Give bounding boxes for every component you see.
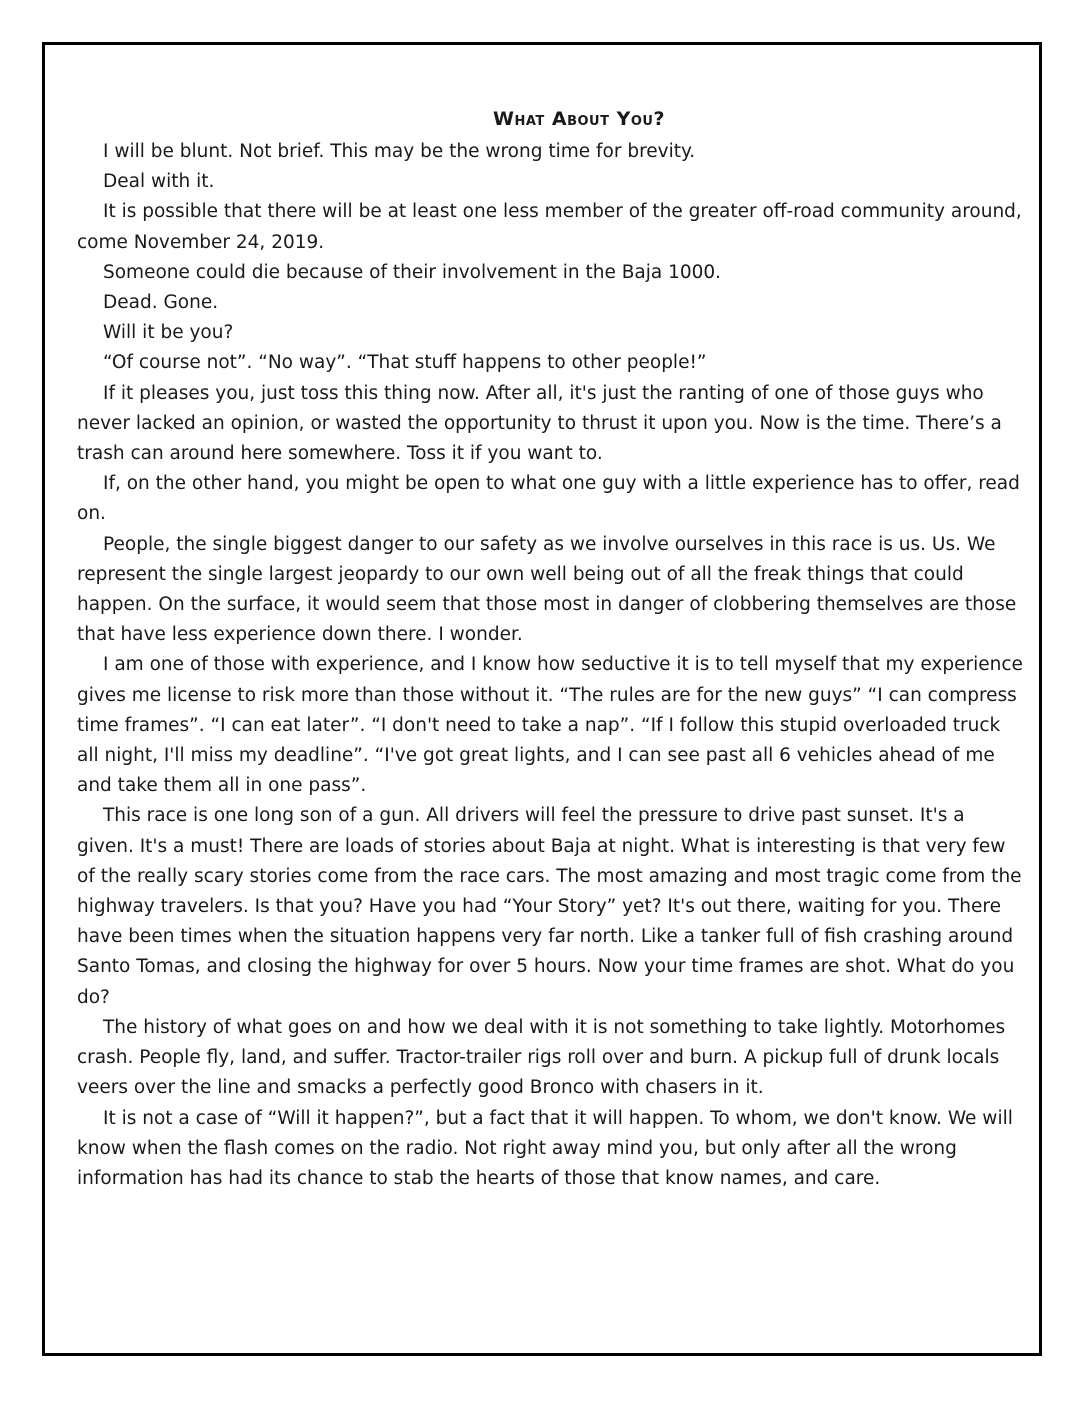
- paragraph: Will it be you?: [103, 322, 234, 344]
- paragraph: It is possible that there will be at least one less member of the greater off-road community around, come November 24, 2019.: [77, 201, 1022, 253]
- paragraph: Someone could die because of their involvement in the Baja 1000.: [103, 261, 722, 283]
- paragraph: If it pleases you, just toss this thing now. After all, it's just the ranting of one of those guys who never lacked an opinion, or wasted the opportunity to thrust it upon you. Now is the time. There’s a trash can around here somewhere. Toss it if you want to.: [77, 382, 1002, 465]
- paragraph: People, the single biggest danger to our safety as we involve ourselves in this race is us. Us. We represent the single largest jeopardy to our own well being out of all the freak things that could happen. On the surface, it would seem that those most in danger of clobbering themselves are those that have less experience down there. I wonder.: [77, 533, 1017, 646]
- document-body: [77, 104, 1027, 1194]
- paragraph: This race is one long son of a gun. All drivers will feel the pressure to drive past sunset. It's a given. It's a must! There are loads of stories about Baja at night. What is interesting is that very few of the really scary stories come from the race cars. The most amazing and most tragic come from the highway travelers. Is that you? Have you had “Your Story” yet? It's out there, waiting for you. There have been times when the situation happens very far north. Like a tanker full of fish crashing around Santo Tomas, and closing the highway for over 5 hours. Now your time frames are shot. What do you do?: [77, 805, 1022, 1008]
- paragraph: If, on the other hand, you might be open to what one guy with a little experience has to offer, read on.: [77, 473, 1020, 525]
- paragraph: Deal with it.: [103, 171, 215, 193]
- paragraph: “Of course not”. “No way”. “That stuff happens to other people!”: [103, 352, 707, 374]
- paragraph: I will be blunt. Not brief. This may be the wrong time for brevity.: [103, 141, 696, 162]
- paragraph: I am one of those with experience, and I know how seductive it is to tell myself that my experience gives me license to risk more than those without it. “The rules are for the new guys” “I can compress time frames”. “I can eat later”. “I don't need to take a nap”. “If I follow this stupid overloaded truck all night, I'll miss my deadline”. “I've got great lights, and I can see past all 6 vehicles ahead of me and take them all in one pass”.: [77, 654, 1023, 797]
- paragraph: The history of what goes on and how we deal with it is not something to take lightly. Motorhomes crash. People fly, land, and suffer. Tractor-trailer rigs roll over and burn. A pickup full of drunk locals veers over the line and smacks a perfectly good Bronco with chasers in it.: [77, 1016, 1006, 1099]
- paragraph: It is not a case of “Will it happen?”, but a fact that it will happen. To whom, we don't know. We will know when the flash comes on the radio. Not right away mind you, but only after all the wrong information has had its chance to stab the hearts of those that know names, and care.: [77, 1107, 1013, 1189]
- document-title: What About You?: [493, 108, 665, 130]
- paragraph: Dead. Gone.: [103, 292, 219, 314]
